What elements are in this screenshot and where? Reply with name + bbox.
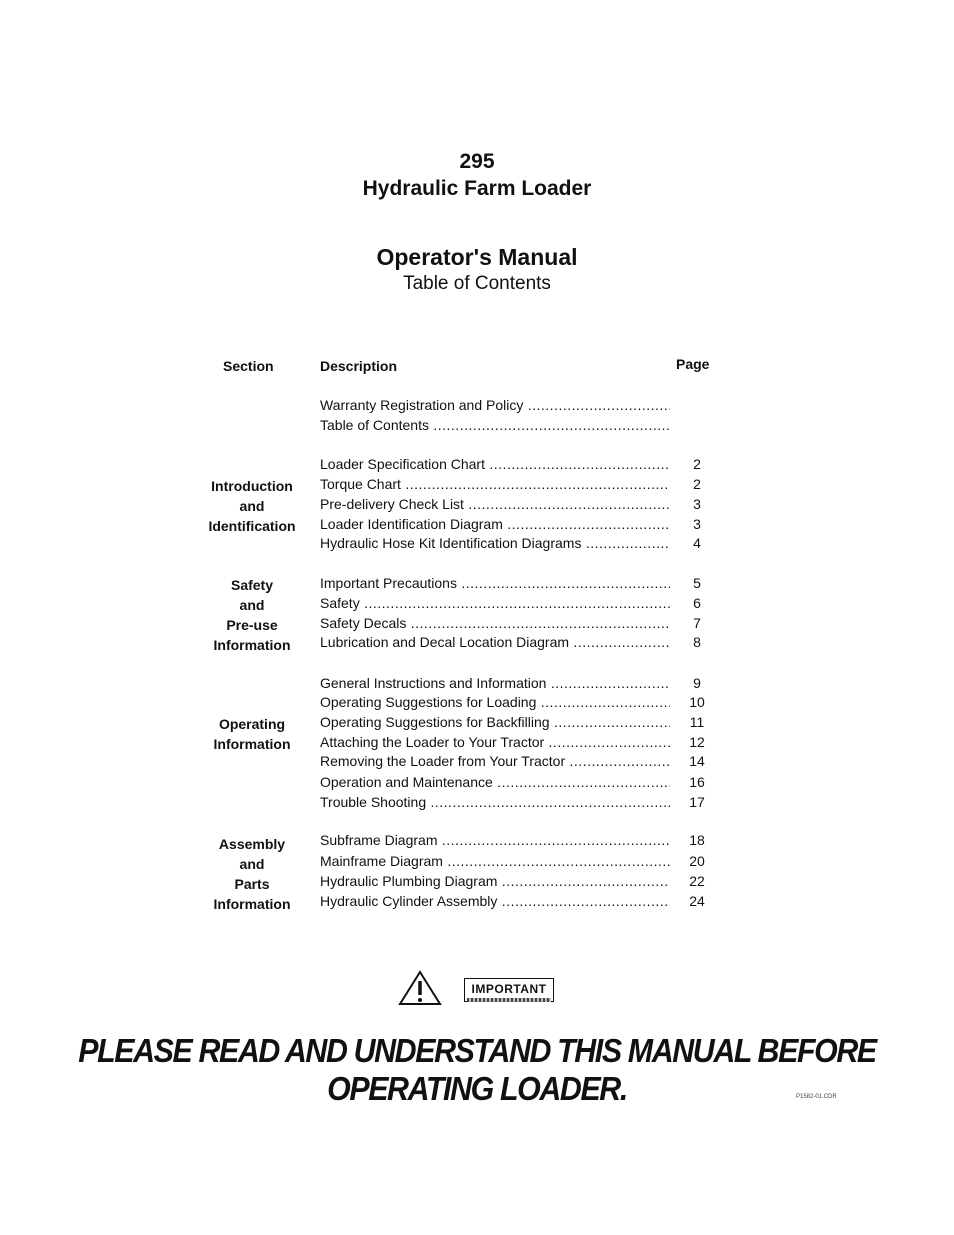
section-line: and — [239, 597, 265, 613]
section-line: and — [239, 498, 265, 514]
toc-page: 4 — [693, 535, 701, 551]
toc-row — [320, 734, 720, 754]
section-operating — [198, 714, 306, 754]
toc-page: 24 — [689, 893, 705, 909]
manual-title: Operator's Manual — [376, 244, 578, 270]
toc-description: Loader Identification Diagram ..... — [320, 516, 670, 532]
toc-page: 16 — [689, 774, 705, 790]
toc-description: Warranty Registration and Policy ..... — [320, 397, 670, 413]
important-badge: IMPORTANT — [464, 978, 554, 1002]
toc-description: Operation and Maintenance ..... — [320, 774, 670, 790]
toc-row — [320, 753, 720, 773]
warning-banner: PLEASE READ AND UNDERSTAND THIS MANUAL BEFORE OPERATING LOADER. — [78, 1032, 876, 1107]
toc-row — [320, 893, 720, 913]
toc-row — [320, 595, 720, 615]
toc-row — [320, 456, 720, 476]
toc-page: 10 — [689, 694, 705, 710]
toc-page: 7 — [693, 615, 701, 631]
toc-row — [320, 476, 720, 496]
section-line: Introduction — [211, 478, 293, 494]
toc-row — [320, 634, 720, 654]
toc-row — [320, 417, 720, 437]
section-line: Information — [213, 896, 291, 912]
toc-row — [320, 575, 720, 595]
toc-page: 12 — [689, 734, 705, 750]
file-reference: P1582-01.CDR — [796, 1094, 837, 1100]
section-line: and — [239, 856, 265, 872]
toc-description: Operating Suggestions for Loading ..... — [320, 694, 670, 710]
toc-page: 8 — [693, 634, 701, 650]
section-assembly — [198, 834, 306, 914]
toc-row — [320, 535, 720, 555]
toc-description: Safety ..... — [320, 595, 670, 611]
section-line: Safety — [230, 577, 274, 593]
section-line: Information — [213, 637, 291, 653]
toc-description: Loader Specification Chart ..... — [320, 456, 670, 472]
model-number: 295 — [459, 150, 495, 173]
page-column-header: Page — [676, 356, 710, 372]
toc-page: 20 — [689, 853, 705, 869]
toc-description: Important Precautions ..... — [320, 575, 670, 591]
section-line: Parts — [234, 876, 270, 892]
product-title: Hydraulic Farm Loader — [362, 177, 592, 200]
toc-row — [320, 832, 720, 852]
description-column-header: Description — [320, 358, 398, 374]
toc-row — [320, 873, 720, 893]
section-line: Pre-use — [226, 617, 278, 633]
toc-page: 6 — [693, 595, 701, 611]
toc-row — [320, 615, 720, 635]
warning-triangle-icon — [398, 970, 442, 1006]
toc-page: 2 — [693, 456, 701, 472]
section-introduction — [198, 476, 306, 536]
toc-page: 9 — [693, 675, 701, 691]
toc-description: Attaching the Loader to Your Tractor ..... — [320, 734, 670, 750]
toc-row — [320, 694, 720, 714]
toc-description: Hydraulic Plumbing Diagram ..... — [320, 873, 670, 889]
section-column-header: Section — [223, 358, 274, 374]
toc-description: Hydraulic Cylinder Assembly ..... — [320, 893, 670, 909]
toc-description: Hydraulic Hose Kit Identification Diagrams ..... — [320, 535, 670, 551]
toc-row — [320, 496, 720, 516]
toc-page: 3 — [693, 496, 701, 512]
toc-description: Removing the Loader from Your Tractor ..... — [320, 753, 670, 769]
toc-row — [320, 774, 720, 794]
toc-description: Table of Contents ..... — [320, 417, 670, 433]
toc-description: Torque Chart ..... — [320, 476, 670, 492]
toc-description: General Instructions and Information ..... — [320, 675, 670, 691]
toc-page: 5 — [693, 575, 701, 591]
toc-subtitle: Table of Contents — [403, 273, 551, 294]
toc-page: 2 — [693, 476, 701, 492]
section-line: Information — [213, 736, 291, 752]
toc-page: 11 — [689, 714, 705, 730]
toc-row — [320, 397, 720, 417]
toc-page: 22 — [689, 873, 705, 889]
toc-description: Mainframe Diagram ..... — [320, 853, 670, 869]
toc-row — [320, 853, 720, 873]
toc-row — [320, 714, 720, 734]
toc-row — [320, 794, 720, 814]
toc-page: 14 — [689, 753, 705, 769]
section-line: Operating — [218, 716, 286, 732]
toc-description: Operating Suggestions for Backfilling ..... — [320, 714, 670, 730]
toc-description: Pre-delivery Check List ..... — [320, 496, 670, 512]
toc-page: 17 — [689, 794, 705, 810]
toc-page: 18 — [689, 832, 705, 848]
section-safety — [198, 575, 306, 655]
section-line: Assembly — [218, 836, 286, 852]
toc-description: Trouble Shooting ..... — [320, 794, 670, 810]
toc-row — [320, 516, 720, 536]
toc-row — [320, 675, 720, 695]
toc-description: Lubrication and Decal Location Diagram ..... — [320, 634, 670, 650]
toc-description: Safety Decals ..... — [320, 615, 670, 631]
section-line: Identification — [208, 518, 296, 534]
toc-description: Subframe Diagram ..... — [320, 832, 670, 848]
toc-page: 3 — [693, 516, 701, 532]
